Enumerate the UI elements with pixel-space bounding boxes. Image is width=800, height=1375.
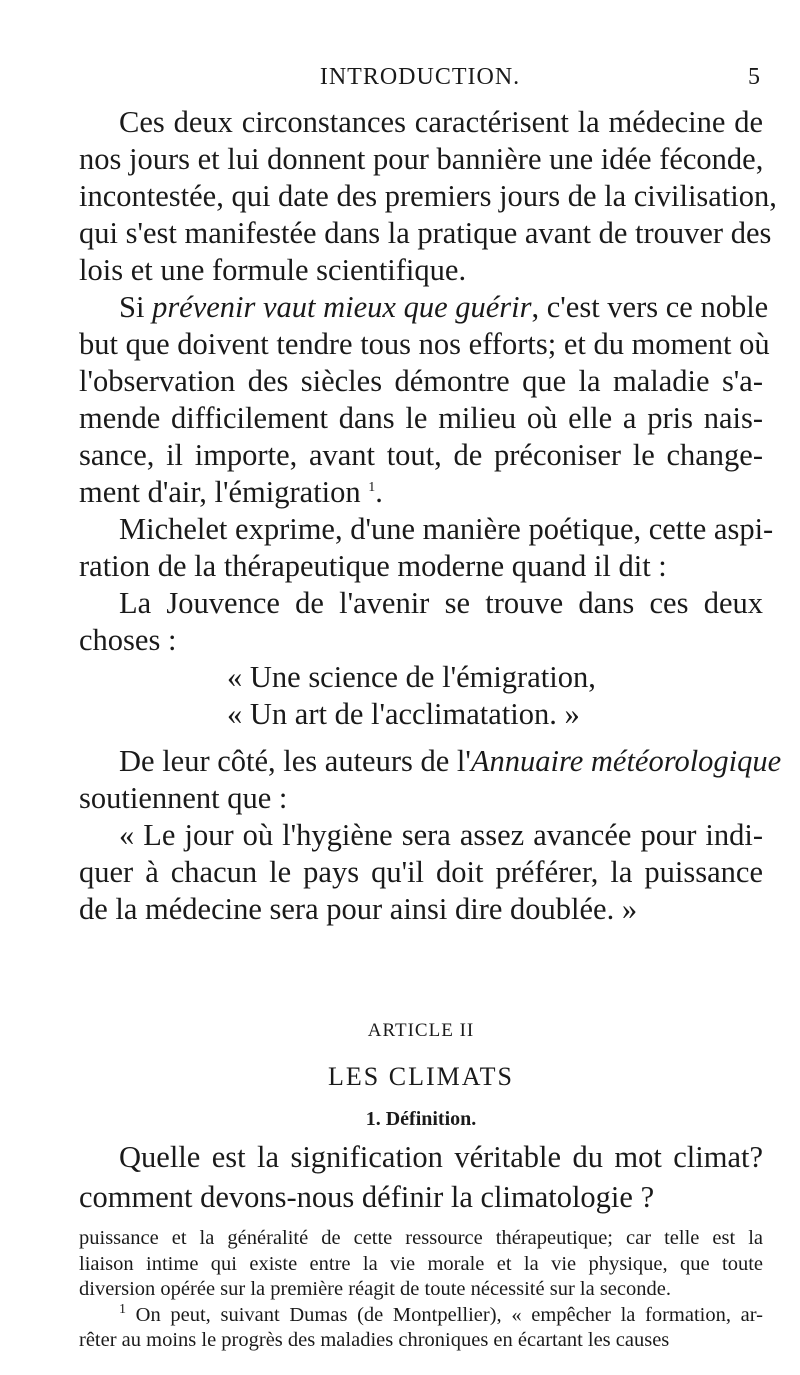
text-line: but que doivent tendre tous nos efforts; et du moment où: [79, 327, 770, 361]
page-number: 5: [748, 64, 760, 90]
text-line: incontestée, qui date des premiers jours de la civilisation,: [79, 179, 777, 213]
continuation-line: diversion opérée sur la première réagit de toute nécessité sur la seconde.: [79, 1278, 671, 1300]
text-line: qui s'est manifestée dans la pratique avant de trouver des: [79, 216, 772, 250]
body-text: [79, 104, 782, 928]
italic-title: Annuaire météorologique: [470, 744, 782, 778]
running-head: [80, 64, 760, 94]
text-line: « Le jour où l'hygiène sera assez avancée pour indi-: [119, 818, 763, 852]
text-segment: .: [375, 475, 383, 509]
text-line: lois et une formule scientifique.: [79, 253, 467, 287]
running-title: INTRODUCTION.: [319, 64, 521, 90]
text-segment: Si: [119, 290, 153, 324]
text-line: [79, 474, 763, 511]
text-line: choses :: [79, 623, 177, 657]
article-label: ARTICLE II: [367, 1020, 475, 1041]
text-segment: De leur côté, les auteurs de l': [119, 744, 471, 778]
continuation-line: liaison intime qui existe entre la vie morale et la vie physique, que toute: [79, 1252, 763, 1275]
text-line: sance, il importe, avant tout, de préconiser le change-: [79, 438, 763, 472]
footnote-line: rêter au moins le progrès des maladies chroniques en écartant les causes: [79, 1329, 670, 1351]
text-line: Ces deux circonstances caractérisent la médecine de: [119, 105, 763, 139]
footnote-reference: 1: [368, 479, 376, 495]
text-line: [79, 743, 782, 780]
italic-phrase: prévenir vaut mieux que guérir: [152, 290, 532, 324]
footnote-area: [79, 1226, 763, 1354]
text-segment: , c'est vers ce noble: [531, 290, 769, 324]
text-line: soutiennent que :: [79, 781, 288, 815]
text-line: comment devons-nous définir la climatologie ?: [79, 1180, 655, 1214]
spacer: [79, 733, 763, 743]
subsection-title: 1. Définition.: [365, 1108, 477, 1130]
text-line: [79, 289, 769, 326]
text-line: mende difficilement dans le milieu où elle a pris nais-: [79, 401, 763, 435]
text-segment: On peut, suivant Dumas (de Montpellier), « empêcher la formation, ar-: [135, 1303, 764, 1326]
text-line: La Jouvence de l'avenir se trouve dans ces deux: [119, 586, 763, 620]
text-line: ration de la thérapeutique moderne quand il dit :: [79, 549, 667, 583]
text-segment: ment d'air, l'émigration: [79, 475, 369, 509]
text-line: Quelle est la signification véritable du mot climat?: [119, 1140, 763, 1174]
text-line: quer à chacun le pays qu'il doit préférer, la puissance: [79, 855, 763, 889]
text-line: de la médecine sera pour ainsi dire doublée. »: [79, 892, 638, 926]
quote-line: « Une science de l'émigration,: [227, 660, 596, 694]
question-paragraph: [79, 1137, 763, 1217]
text-line: nos jours et lui donnent pour bannière une idée féconde,: [79, 142, 764, 176]
text-line: Michelet exprime, d'une manière poétique, cette aspi-: [119, 512, 774, 546]
footnote-line: [79, 1303, 763, 1329]
footnote-marker: 1: [119, 1301, 126, 1317]
section-title: LES CLIMATS: [328, 1062, 514, 1091]
continuation-line: puissance et la généralité de cette ressource thérapeutique; car telle est la: [79, 1227, 763, 1249]
text-line: l'observation des siècles démontre que la maladie s'a-: [79, 364, 763, 398]
quote-line: « Un art de l'acclimatation. »: [227, 697, 580, 731]
